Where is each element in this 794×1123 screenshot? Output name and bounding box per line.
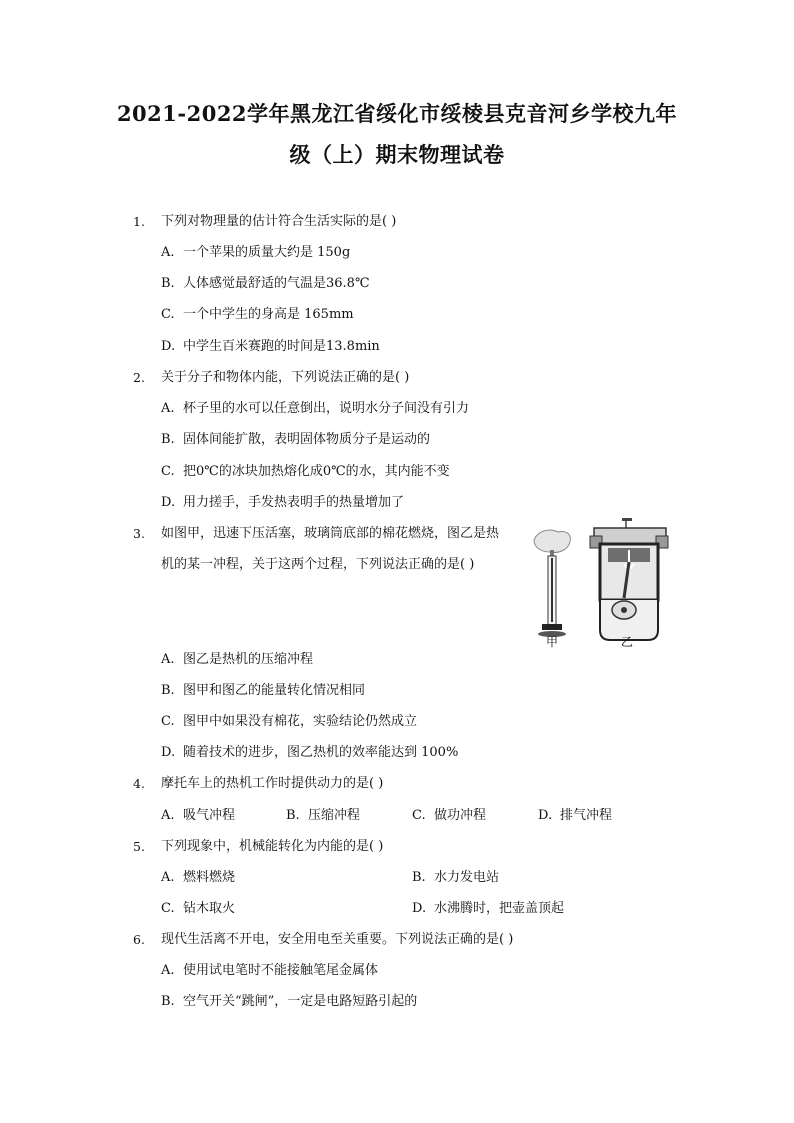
question-6-option-b (161, 993, 417, 1011)
question-3-option-d (161, 744, 458, 762)
option-label: B. (161, 994, 175, 1009)
question-4-option-a (161, 807, 235, 825)
figure-label-right: 乙 (621, 635, 634, 649)
option-text: 中学生百米赛跑的时间是13.8min (183, 339, 380, 354)
question-1-number: 1. (133, 214, 145, 229)
question-5-text: 下列现象中，机械能转化为内能的是( ) (161, 839, 384, 854)
question-3-option-a (161, 651, 313, 669)
question-2-option-a (161, 400, 469, 418)
option-label: A. (161, 963, 175, 978)
engine-cylinder-icon (590, 518, 668, 640)
option-label: B. (412, 870, 426, 885)
question-5-option-c (161, 900, 235, 918)
option-label: B. (286, 808, 300, 823)
question-1-option-c (161, 306, 354, 324)
question-5-number: 5. (133, 839, 145, 854)
option-text: 使用试电笔时不能接触笔尾金属体 (183, 963, 379, 978)
question-4-text: 摩托车上的热机工作时提供动力的是( ) (161, 776, 384, 791)
question-6-text: 现代生活离不开电，安全用电至关重要。下列说法正确的是( ) (161, 932, 514, 947)
option-label: B. (161, 432, 175, 447)
option-label: D. (161, 745, 176, 760)
option-text: 用力搓手，手发热表明手的热量增加了 (183, 495, 405, 510)
option-label: A. (161, 870, 175, 885)
question-3-text-line-1: 如图甲，迅速下压活塞，玻璃筒底部的棉花燃烧，图乙是热 (161, 526, 500, 541)
question-1-option-a (161, 244, 350, 262)
question-6-option-a (161, 962, 378, 980)
option-text: 固体间能扩散，表明固体物质分子是运动的 (183, 432, 431, 447)
option-label: D. (538, 808, 553, 823)
question-4-number: 4. (133, 776, 145, 791)
question-3-option-b (161, 682, 365, 700)
option-label: B. (161, 683, 175, 698)
exam-title-line-2: 级（上）期末物理试卷 (289, 142, 505, 167)
option-text: 一个中学生的身高是 165mm (183, 307, 354, 322)
option-label: C. (161, 901, 175, 916)
question-2-text: 关于分子和物体内能，下列说法正确的是( ) (161, 370, 410, 385)
option-text: 压缩冲程 (308, 808, 361, 823)
option-label: D. (161, 339, 176, 354)
option-label: C. (161, 714, 175, 729)
option-text: 把0℃的冰块加热熔化成0℃的水，其内能不变 (183, 464, 450, 479)
question-5-option-b (412, 869, 499, 887)
experiment-figure (528, 518, 670, 650)
option-text: 做功冲程 (434, 808, 487, 823)
question-1-text: 下列对物理量的估计符合生活实际的是( ) (161, 214, 397, 229)
question-6-number: 6. (133, 932, 145, 947)
option-text: 吸气冲程 (183, 808, 236, 823)
question-5-option-a (161, 869, 235, 887)
question-1-option-b (161, 275, 370, 293)
question-3-text-line-2: 机的某一冲程，关于这两个过程，下列说法正确的是( ) (161, 557, 475, 572)
option-label: B. (161, 276, 175, 291)
option-text: 图乙是热机的压缩冲程 (183, 652, 314, 667)
question-3-option-c (161, 713, 417, 731)
option-text: 钻木取火 (183, 901, 236, 916)
option-text: 人体感觉最舒适的气温是36.8℃ (183, 276, 370, 291)
option-text: 燃料燃烧 (183, 870, 236, 885)
option-text: 杯子里的水可以任意倒出，说明水分子间没有引力 (183, 401, 470, 416)
figure-label-left: 甲 (546, 635, 559, 649)
exam-title-line-1: 2021-2022学年黑龙江省绥化市绥棱县克音河乡学校九年 (116, 101, 678, 126)
question-2-option-c (161, 463, 450, 481)
option-label: D. (412, 901, 427, 916)
question-2-option-d (161, 494, 404, 512)
option-label: A. (161, 808, 175, 823)
option-text: 水力发电站 (434, 870, 500, 885)
option-label: C. (161, 307, 175, 322)
question-2-option-b (161, 431, 430, 449)
option-label: C. (161, 464, 175, 479)
option-label: D. (161, 495, 176, 510)
question-5-option-d (412, 900, 564, 918)
option-label: A. (161, 652, 175, 667)
question-1-option-d (161, 338, 380, 356)
question-2-number: 2. (133, 370, 145, 385)
option-label: A. (161, 401, 175, 416)
question-4-option-c (412, 807, 486, 825)
option-text: 图甲和图乙的能量转化情况相同 (183, 683, 366, 698)
option-text: 图甲中如果没有棉花，实验结论仍然成立 (183, 714, 418, 729)
option-text: 水沸腾时，把壶盖顶起 (434, 901, 565, 916)
option-text: 空气开关“跳闸”，一定是电路短路引起的 (183, 994, 418, 1009)
option-label: A. (161, 245, 175, 260)
option-text: 随着技术的进步，图乙热机的效率能达到 100% (183, 745, 459, 760)
option-text: 一个苹果的质量大约是 150g (183, 245, 351, 260)
question-4-option-b (286, 807, 360, 825)
hand-tube-icon (534, 530, 570, 637)
option-text: 排气冲程 (560, 808, 613, 823)
question-3-number: 3. (133, 526, 145, 541)
question-4-option-d (538, 807, 612, 825)
option-label: C. (412, 808, 426, 823)
